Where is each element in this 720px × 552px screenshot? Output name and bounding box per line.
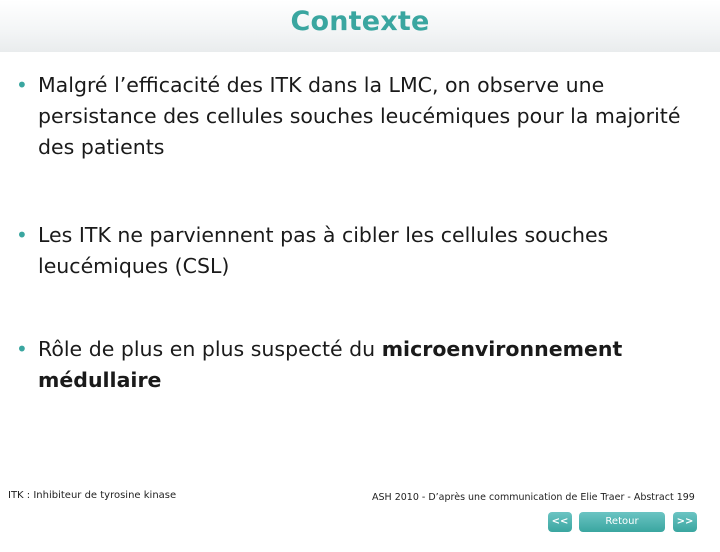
bullet-dot: • [16, 73, 28, 97]
bullet-text-plain: Rôle de plus en plus suspecté du [38, 337, 382, 361]
bullet-text: Les ITK ne parviennent pas à cibler les cellules souches leucémiques (CSL) [38, 223, 609, 278]
bullet-text-bold: microenvironnement médullaire [38, 337, 623, 392]
previous-slide-button[interactable]: << [548, 512, 572, 532]
bullet-text: Malgré l’efficacité des ITK dans la LMC, on observe une persistance des cellules souches leucémiques pour la majorité des patients [38, 73, 681, 159]
bullet-dot: • [16, 223, 28, 247]
bullet-text [38, 334, 698, 396]
slide-title: Contexte [290, 6, 430, 37]
next-slide-button[interactable]: >> [673, 512, 697, 532]
bullet-dot: • [16, 337, 28, 361]
abbreviation-footnote: ITK : Inhibiteur de tyrosine kinase [8, 490, 177, 501]
source-footnote: ASH 2010 - D’après une communication de Elie Traer - Abstract 199 [372, 492, 695, 503]
return-summary-button[interactable]: Retour sommaire [579, 512, 665, 532]
